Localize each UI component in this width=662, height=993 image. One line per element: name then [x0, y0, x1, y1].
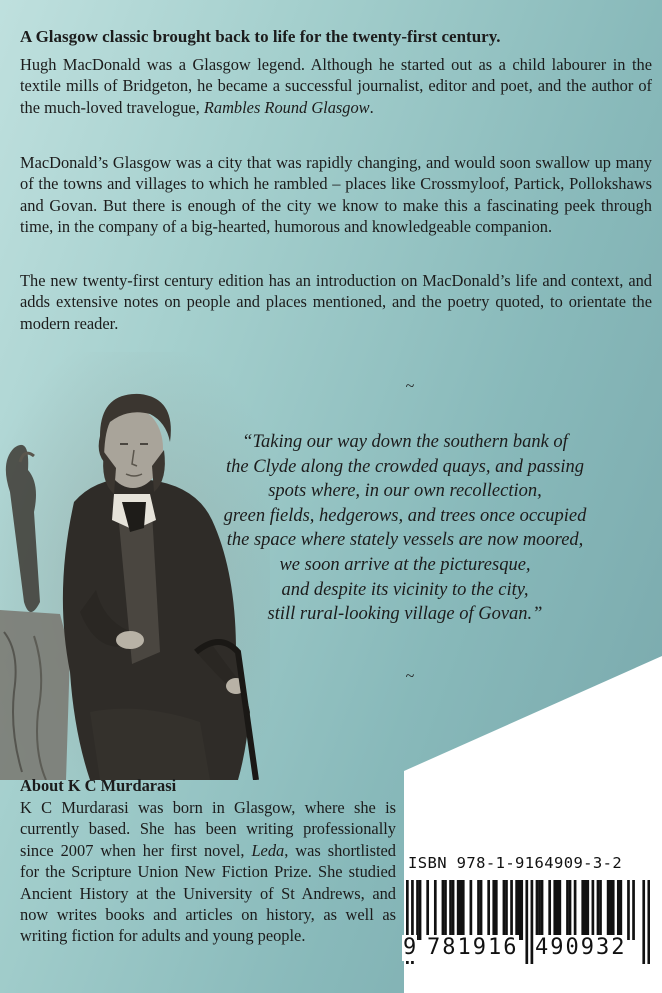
barcode-bar — [449, 880, 452, 940]
barcode-bar — [520, 880, 523, 940]
barcode-bar — [566, 880, 569, 940]
barcode-bar — [599, 880, 602, 940]
divider-top: ~ — [405, 378, 415, 395]
barcode-digits-left: 781916 — [427, 935, 519, 960]
barcode-bar — [480, 880, 483, 940]
barcode-bar — [586, 880, 589, 940]
barcode-bar — [592, 880, 595, 940]
barcode-bar — [574, 880, 577, 940]
barcode-bar — [505, 880, 508, 940]
barcode-bar — [515, 880, 518, 940]
quote-line: the space where stately vessels are now moored, — [226, 530, 584, 551]
barcode-bar — [442, 880, 445, 940]
barcode-bar — [553, 880, 556, 940]
barcode-bar — [457, 880, 460, 940]
barcode-bar — [518, 880, 521, 940]
headline: A Glasgow classic brought back to life for the twenty-first century. — [20, 27, 501, 46]
book-title-reference: Rambles Round Glasgow — [203, 97, 370, 117]
barcode-digits-right: 490932 — [535, 935, 627, 960]
quote-line: we soon arrive at the picturesque, — [279, 554, 531, 575]
about-text-start: K C Murdarasi was born in Glasgow, where she is currently based. She has been writing professionally since 2007 when her first novel, — [20, 798, 396, 860]
barcode-bar — [548, 880, 551, 940]
barcode-bar — [510, 880, 513, 940]
barcode-bar — [495, 880, 498, 940]
barcode-bar — [492, 880, 495, 940]
intro-end: . — [369, 97, 374, 117]
novel-title: Leda — [251, 840, 285, 860]
about-author-text — [20, 797, 396, 947]
barcode-bar — [487, 880, 490, 940]
barcode-bar — [617, 880, 620, 940]
barcode-bar — [620, 880, 623, 940]
barcode-bar — [584, 880, 587, 940]
context-paragraph: MacDonald’s Glasgow was a city that was rapidly changing, and would soon swallow up many of the towns and villages to which he rambled – places like Crossmyloof, Partick, Pollokshaws and Govan. But there is enough of the city we know to make this a fascinating peek through time, in the company of a big-hearted, humorous and knowledgeable companion. — [20, 153, 652, 237]
barcode-bar — [632, 880, 635, 940]
barcode-bar — [612, 880, 615, 940]
barcode-bar — [444, 880, 447, 940]
barcode-bar — [477, 880, 480, 940]
barcode-bar — [581, 880, 584, 940]
quote-line: still rural-looking village of Govan.” — [267, 604, 543, 625]
barcode-bar — [607, 880, 610, 940]
quote-line: spots where, in our own recollection, — [268, 481, 542, 502]
barcode-bar — [452, 880, 455, 940]
barcode-digits — [403, 935, 652, 965]
barcode-bar — [503, 880, 506, 940]
quote-line: the Clyde along the crowded quays, and passing — [226, 456, 584, 477]
quote-line: green fields, hedgerows, and trees once occupied — [223, 505, 587, 526]
isbn-label: ISBN 978-1-9164909-3-2 — [408, 854, 623, 872]
barcode-bar — [459, 880, 462, 940]
barcode-bar — [538, 880, 541, 940]
barcode-bar — [470, 880, 473, 940]
barcode-bar — [416, 880, 419, 940]
barcode-bar — [627, 880, 630, 940]
quote-line: “Taking our way down the southern bank of — [242, 432, 568, 452]
intro-text: Hugh MacDonald was a Glasgow legend. Although he started out as a child labourer in the textile mills of Bridgeton, he became a successful journalist, editor and poet, and the author of the much-loved travelogue, — [20, 55, 652, 117]
barcode-bar — [536, 880, 539, 940]
barcode-bar — [597, 880, 600, 940]
divider-bottom: ~ — [405, 668, 415, 685]
quote-line: and despite its vicinity to the city, — [281, 579, 529, 600]
barcode-bar — [434, 880, 437, 940]
barcode-bar — [569, 880, 572, 940]
barcode-bar — [559, 880, 562, 940]
about-author-heading: About K C Murdarasi — [20, 776, 177, 795]
barcode-bar — [556, 880, 559, 940]
barcode-bar — [541, 880, 544, 940]
barcode-bar — [426, 880, 429, 940]
barcode-digit-first: 9 — [403, 935, 417, 960]
barcode-bar — [462, 880, 465, 940]
edition-paragraph: The new twenty-first century edition has an introduction on MacDonald’s life and context, and adds extensive notes on people and places mentioned, and the poetry quoted, to orientate the modern reader. — [20, 271, 652, 333]
barcode-bar — [609, 880, 612, 940]
about-text-end: , was shortlisted for the Scripture Union New Fiction Prize. She studied Ancient History at the University of St Andrews, and now writes books and articles on history, as well as writing fiction for adults and young people. — [20, 840, 396, 946]
barcode-bar — [419, 880, 422, 940]
